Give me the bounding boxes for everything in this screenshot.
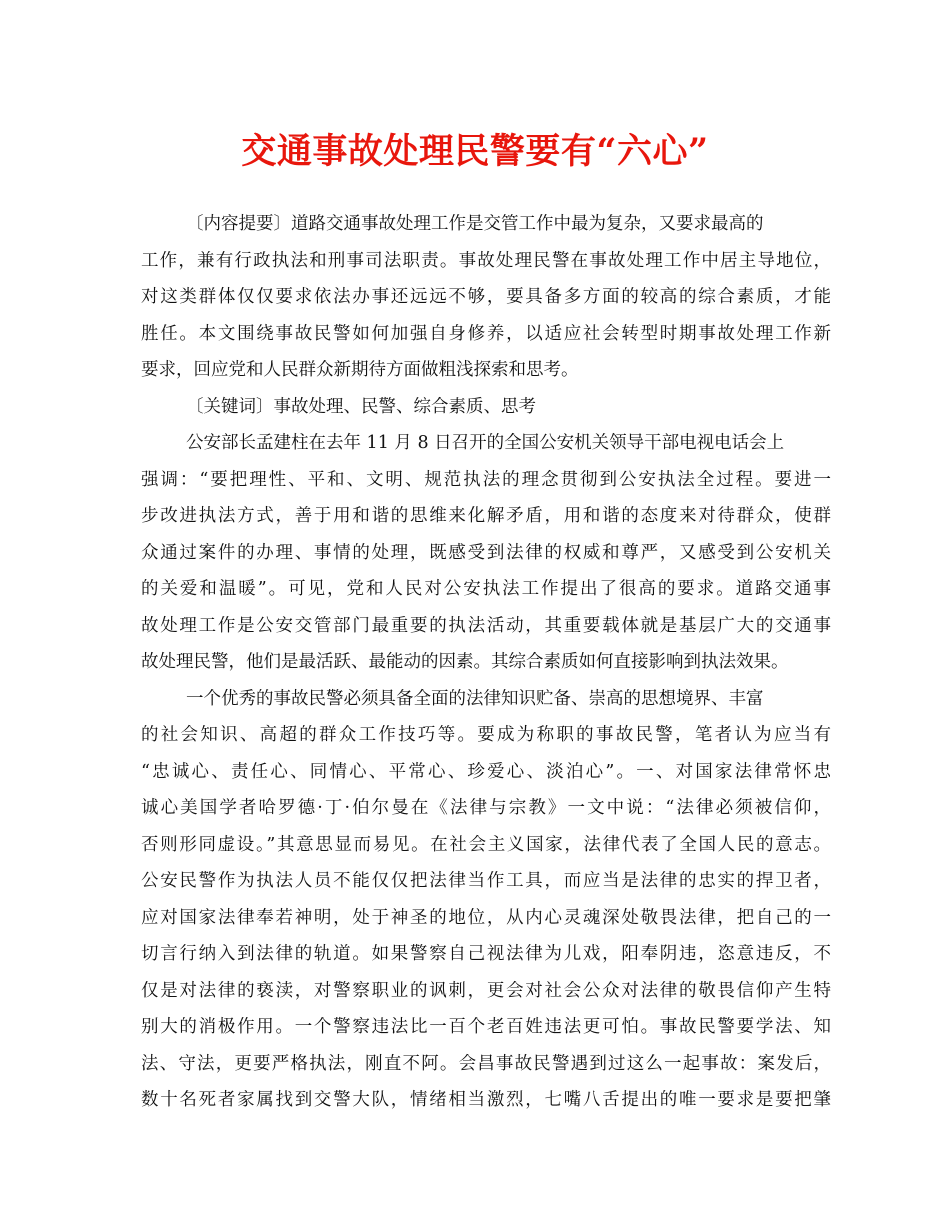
paragraph-line: 仅是对法律的亵渎，对警察职业的讽刺，更会对社会公众对法律的敬畏信仰产生特 — [141, 980, 831, 1001]
paragraph-line: 步改进执法方式，善于用和谐的思维来化解矛盾，用和谐的态度来对待群众，使群 — [141, 506, 831, 526]
paragraph-line: 强调：“要把理性、平和、文明、规范执法的理念贯彻到公安执法全过程。要进一 — [141, 469, 831, 490]
abstract-line: 〔内容提要〕道路交通事故处理工作是交管工作中最为复杂，又要求最高的 — [186, 214, 764, 234]
keywords-line: 〔关键词〕事故处理、民警、综合素质、思考 — [186, 396, 536, 417]
paragraph-line: 众通过案件的办理、事情的处理，既感受到法律的权威和尊严，又感受到公安机关 — [141, 542, 831, 563]
abstract-line: 对这类群体仅仅要求依法办事还远远不够，要具备多方面的较高的综合素质，才能 — [141, 287, 831, 307]
paragraph-line: 的关爱和温暖”。可见，党和人民对公安执法工作提出了很高的要求。道路交通事 — [141, 579, 831, 599]
paragraph-line: 应对国家法律奉若神明，处于神圣的地位，从内心灵魂深处敬畏法律，把自己的一 — [141, 907, 831, 928]
paragraph-line: 别大的消极作用。一个警察违法比一百个老百姓违法更可怕。事故民警要学法、知 — [141, 1017, 831, 1037]
abstract-line: 要求，回应党和人民群众新期待方面做粗浅探索和思考。 — [141, 360, 579, 380]
paragraph-line: 故处理工作是公安交管部门最重要的执法活动，其重要载体就是基层广大的交通事 — [141, 615, 831, 636]
paragraph-line: 法、守法，更要严格执法，刚直不阿。会昌事故民警遇到过这么一起事故：案发后， — [141, 1053, 831, 1074]
paragraph-line: 数十名死者家属找到交警大队，情绪相当激烈，七嘴八舌提出的唯一要求是要把肇 — [141, 1090, 831, 1110]
paragraph-line: 故处理民警，他们是最活跃、最能动的因素。其综合素质如何直接影响到执法效果。 — [141, 652, 789, 672]
abstract-line: 胜任。本文围绕事故民警如何加强自身修养，以适应社会转型时期事故处理工作新 — [141, 323, 831, 344]
paragraph-line: 切言行纳入到法律的轨道。如果警察自己视法律为儿戏，阳奉阴违，恣意违反，不 — [141, 944, 831, 964]
paragraph-line: 否则形同虚设。”其意思显而易见。在社会主义国家，法律代表了全国人民的意志。 — [141, 834, 831, 855]
paragraph-line: 一个优秀的事故民警必须具备全面的法律知识贮备、崇高的思想境界、丰富 — [186, 688, 764, 709]
abstract-line: 工作，兼有行政执法和刑事司法职责。事故处理民警在事故处理工作中居主导地位， — [141, 250, 831, 271]
paragraph-line: 的社会知识、高超的群众工作技巧等。要成为称职的事故民警，笔者认为应当有 — [141, 725, 831, 745]
document-title: 交通事故处理民警要有“六心” — [241, 131, 709, 172]
paragraph-line: 诚心美国学者哈罗德·丁·伯尔曼在《法律与宗教》一文中说：“法律必须被信仰， — [141, 798, 831, 818]
paragraph-line: “忠诚心、责任心、同情心、平常心、珍爱心、淡泊心”。一、对国家法律常怀忠 — [141, 761, 831, 782]
document-body — [141, 206, 831, 1119]
paragraph-line: 公安民警作为执法人员不能仅仅把法律当作工具，而应当是法律的忠实的捍卫者， — [141, 871, 831, 891]
paragraph-line: 公安部长孟建柱在去年 11 月 8 日召开的全国公安机关领导干部电视电话会上 — [186, 433, 785, 453]
